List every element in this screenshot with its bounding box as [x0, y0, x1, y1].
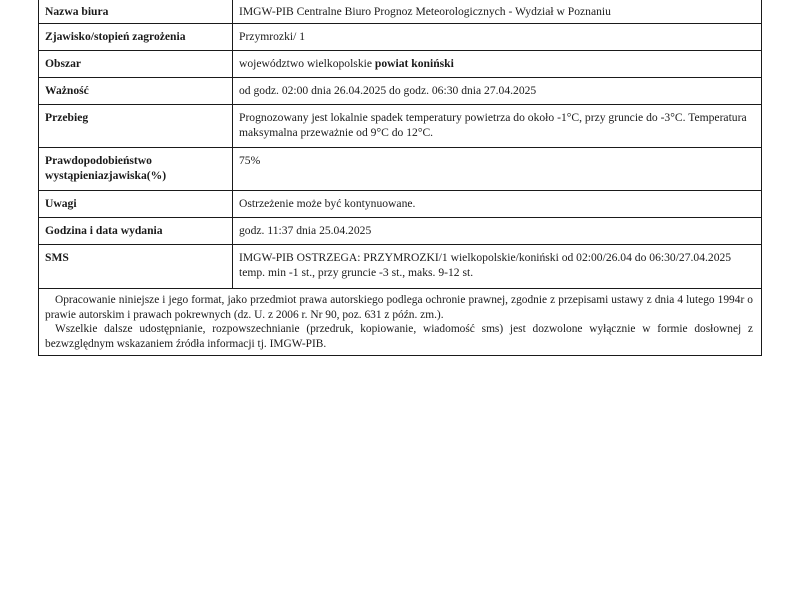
- row-value-issued: godz. 11:37 dnia 25.04.2025: [233, 218, 762, 245]
- table-row: [39, 218, 762, 245]
- table-row: [39, 148, 762, 191]
- row-label-phenomenon: Zjawisko/stopień zagrożenia: [39, 24, 233, 51]
- row-label-sms: SMS: [39, 245, 233, 289]
- row-label-course: Przebieg: [39, 105, 233, 148]
- warning-document: [38, 0, 762, 356]
- table-row: [39, 78, 762, 105]
- row-label-area: Obszar: [39, 51, 233, 78]
- row-value-remarks: Ostrzeżenie może być kontynuowane.: [233, 191, 762, 218]
- row-value-phenomenon: Przymrozki/ 1: [233, 24, 762, 51]
- table-row: [39, 51, 762, 78]
- row-value-course: Prognozowany jest lokalnie spadek temperatury powietrza do około -1°C, przy gruncie do -3°C. Temperatura maksymalna przeważnie od 9°C do 12°C.: [233, 105, 762, 148]
- row-value-sms: IMGW-PIB OSTRZEGA: PRZYMROZKI/1 wielkopolskie/koniński od 02:00/26.04 do 06:30/27.04.2025 temp. min -1 st., przy gruncie -3 st., maks. 9-12 st.: [233, 245, 762, 289]
- table-row: [39, 105, 762, 148]
- row-value-probability: 75%: [233, 148, 762, 191]
- row-label-issued: Godzina i data wydania: [39, 218, 233, 245]
- row-value-validity: od godz. 02:00 dnia 26.04.2025 do godz. 06:30 dnia 27.04.2025: [233, 78, 762, 105]
- table-row: [39, 0, 762, 24]
- row-value-office: IMGW-PIB Centralne Biuro Prognoz Meteorologicznych - Wydział w Poznaniu: [233, 0, 762, 24]
- row-label-probability: Prawdopodobieństwo wystąpieniazjawiska(%): [39, 148, 233, 191]
- copyright-paragraph: Opracowanie niniejsze i jego format, jako przedmiot prawa autorskiego podlega ochronie prawnej, zgodnie z przepisami ustawy z dnia 4 lutego 1994r o prawie autorskim i prawach pokrewnych (dz. U. z 2006 r. Nr 90, poz. 631 z późn. zm.).: [45, 294, 753, 321]
- row-label-office: Nazwa biura: [39, 0, 233, 24]
- warning-table: [38, 0, 762, 289]
- area-county: powiat koniński: [374, 57, 454, 70]
- table-row: [39, 245, 762, 289]
- area-voivodeship: województwo wielkopolskie: [239, 57, 375, 70]
- table-row: [39, 24, 762, 51]
- row-value-area: [233, 51, 762, 78]
- redistribution-paragraph: Wszelkie dalsze udostępnianie, rozpowszechnianie (przedruk, kopiowanie, wiadomość sms) jest dozwolone wyłącznie w formie dosłownej z bezwzględnym wskazaniem źródła informacji tj. IMGW-PIB.: [45, 323, 753, 350]
- row-label-validity: Ważność: [39, 78, 233, 105]
- copyright-notice: [38, 289, 762, 356]
- table-row: [39, 191, 762, 218]
- row-label-remarks: Uwagi: [39, 191, 233, 218]
